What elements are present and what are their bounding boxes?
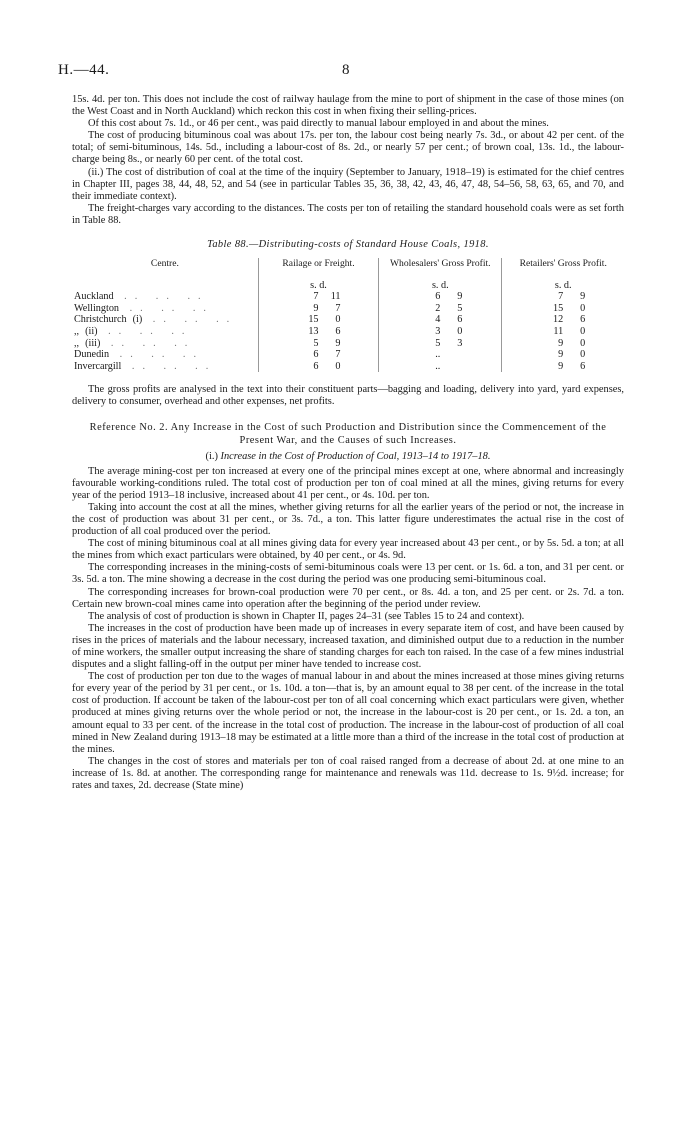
- pence-value: 6: [580, 360, 586, 372]
- centre-name: ,,: [74, 326, 80, 337]
- table-row: [72, 326, 624, 338]
- shillings-value: ..: [435, 360, 441, 372]
- pence-value: 6: [457, 314, 463, 326]
- shillings-value: 6: [435, 291, 441, 303]
- centre-name: Wellington: [74, 302, 120, 314]
- pence-value: 0: [580, 349, 586, 361]
- retail-cell: [502, 303, 624, 315]
- paragraph: The corresponding increases for brown-coal production were 70 per cent., or 8s. 4d. a ton, and 25 per cent. or 2s. 7d. a ton. Certain new brown-coal mines came into operation after the beginning of the period under review.: [72, 586, 624, 610]
- shillings-value: 7: [558, 291, 564, 303]
- centre-cell: [72, 349, 258, 361]
- wholesale-cell: [379, 291, 502, 303]
- leader-dots: .. .. ..: [100, 337, 196, 349]
- centre-cell: [72, 326, 258, 338]
- units-label: s. d.: [379, 280, 502, 292]
- subheading-title: Increase in the Cost of Production of Coal, 1913–14 to 1917–18.: [220, 450, 491, 462]
- table-row: [72, 349, 624, 361]
- paragraph: The average mining-cost per ton increased at every one of the principal mines except at one, where abnormal and increasingly favourable working-conditions ruled. The total cost of production per ton of coal mined at all the mines, giving returns for every year of the period 1913–18 inclusive, increased about 41 per cent., or 4s. 10d. per ton.: [72, 465, 624, 501]
- shillings-value: ..: [435, 349, 441, 361]
- pence-value: 7: [335, 302, 341, 314]
- reference-heading: Reference No. 2. Any Increase in the Cost of such Production and Distribution since the Commencement of the Present War, and the Causes of such Increases.: [89, 421, 607, 446]
- shillings-value: 6: [313, 349, 319, 361]
- units-label: s. d.: [258, 280, 378, 292]
- table-caption: Table 88.—Distributing-costs of Standard House Coals, 1918.: [207, 239, 489, 251]
- paragraph: Taking into account the cost at all the mines, whether giving returns for all the earlier years of the period or not, the increase in the cost of production was about 31 per cent., or 3s. 7d., a ton. This latter figure underestimates the actual rise in the cost of production of all coal produced over the period.: [72, 501, 624, 538]
- shillings-value: 3: [435, 326, 441, 337]
- centre-cell: [72, 314, 258, 326]
- shillings-value: 15: [553, 302, 564, 314]
- centre-name: Dunedin: [74, 349, 110, 361]
- pence-value: 0: [457, 326, 463, 337]
- column-header: Retailers' Gross Profit.: [502, 258, 624, 280]
- pence-value: 0: [335, 360, 341, 372]
- paragraph: The cost of producing bituminous coal was about 17s. per ton, the labour cost being nearly 7s. 3d., or about 42 per cent. of the total; of semi-bituminous, 14s. 5d., including a labour-cost of 8s. 2d., or nearly 57 per cent.; of brown coal, 13s. 1d., the labour-charge being 8s., or nearly 60 per cent. of the total cost.: [72, 130, 624, 166]
- paragraph: The corresponding increases in the mining-costs of semi-bituminous coals were 13 per cent. or 1s. 6d. a ton, and 31 per cent. or 3s. 5d. a ton. The mine showing a decrease in the cost during the period was one producing semi-bituminous coal.: [72, 562, 624, 586]
- shillings-value: 4: [435, 314, 441, 326]
- centre-name: Christchurch: [74, 314, 127, 326]
- paragraph: The analysis of cost of production is shown in Chapter II, pages 24–31 (see Tables 15 to 24 and context).: [88, 610, 525, 622]
- paragraph: The cost of mining bituminous coal at all mines giving data for every year increased about 43 per cent., or by 5s. 5d. a ton; at all the mines from which exact particulars were obtained, by 40 per cent., or 4s. 9d.: [72, 538, 624, 562]
- centre-name: ,,: [74, 337, 80, 349]
- centre-name: Invercargill: [74, 360, 122, 372]
- wholesale-cell: [379, 326, 502, 338]
- table-header-row: [72, 258, 624, 280]
- shillings-value: 5: [435, 337, 441, 349]
- reference-subheading: [72, 451, 624, 462]
- units-row: [72, 280, 624, 292]
- shillings-value: 15: [308, 314, 319, 326]
- wholesale-cell: [379, 361, 502, 373]
- pence-value: 0: [335, 314, 341, 326]
- shillings-value: 11: [553, 326, 564, 337]
- units-label: s. d.: [502, 280, 624, 292]
- retail-cell: [502, 361, 624, 373]
- paragraph: The gross profits are analysed in the text into their constituent parts—bagging and loading, delivery into yard, yard expenses, delivery to consumer, overhead and other expenses, net profits.: [72, 384, 624, 408]
- railage-cell: [258, 314, 378, 326]
- paragraph: The changes in the cost of stores and materials per ton of coal raised ranged from a decrease of about 2d. at one mine to an increase of 1s. 8d. at another. The corresponding range for maintenance and renewals was 11d. decrease to 1s. 9½d. increase; for rates and taxes, 2d. decrease (State mine): [72, 755, 624, 791]
- paragraph: Of this cost about 7s. 1d., or 46 per cent., was paid directly to manual labour employed in and about the mines.: [88, 118, 549, 130]
- pence-value: 0: [580, 302, 586, 314]
- wholesale-cell: [379, 314, 502, 326]
- leader-dots: .. .. ..: [109, 349, 205, 361]
- railage-cell: [258, 349, 378, 361]
- centre-cell: [72, 303, 258, 315]
- paragraph: 15s. 4d. per ton. This does not include the cost of railway haulage from the mine to port of shipment in the case of those mines (on the West Coast and in North Auckland) which reckon this cost in when fixing their selling-prices.: [72, 94, 624, 118]
- shillings-value: 9: [558, 360, 564, 372]
- shillings-value: 13: [308, 326, 319, 337]
- column-header: Centre.: [150, 258, 179, 270]
- pence-value: 11: [330, 291, 341, 303]
- paragraph: (ii.) The cost of distribution of coal at the time of the inquiry (September to January, 1918–19) is estimated for the chief centres in Chapter III, pages 38, 44, 48, 52, and 54 (see in particular Tables 35, 36, 38, 42, 43, 46, 47, 48, 54–56, 58, 63, 65, and 70, and their immediate context).: [72, 166, 624, 202]
- subheading-prefix: (i.): [205, 450, 218, 462]
- pence-value: 3: [457, 337, 463, 349]
- pence-value: 9: [335, 337, 341, 349]
- pence-value: 6: [335, 326, 341, 337]
- pence-value: 9: [457, 291, 463, 303]
- page-body: [72, 94, 624, 792]
- table-row: [72, 338, 624, 350]
- paragraph: The freight-charges vary according to the distances. The costs per ton of retailing the standard household coals were as set forth in Table 88.: [72, 202, 624, 226]
- pence-value: 7: [335, 349, 341, 361]
- retail-cell: [502, 326, 624, 338]
- table-row: [72, 361, 624, 373]
- leader-dots: .. .. ..: [121, 360, 217, 372]
- centre-variant: (iii): [85, 337, 101, 349]
- railage-cell: [258, 326, 378, 338]
- column-header: Railage or Freight.: [258, 258, 378, 280]
- paragraph: The cost of production per ton due to the wages of manual labour in and about the mines increased at those mines giving returns for every year of the period by 31 per cent., or 1s. 10d. a ton—that is, by an amount equal to 38 per cent. of the increase in the total cost of production. If account be taken of the labour-cost per ton of all coal concerning which exact particulars were given, whether produced at mines giving returns over the whole period or not, the increase in the labour-cost is 20 per cent., or 1s. 2d. a ton, an amount equal to 33 per cent. of the increase in the total cost of production. The increase in the labour-cost of production of all coal mined in New Zealand during 1913–18 may be estimated at a little more than a third of the increase in the total cost of production at the mines.: [72, 671, 624, 755]
- page-header: [58, 62, 624, 84]
- report-reference: H.—44.: [58, 62, 110, 78]
- shillings-value: 9: [313, 302, 319, 314]
- retail-cell: [502, 338, 624, 350]
- centre-cell: [72, 338, 258, 350]
- wholesale-cell: [379, 349, 502, 361]
- shillings-value: 7: [313, 291, 319, 303]
- shillings-value: 9: [558, 349, 564, 361]
- centre-variant: (ii): [85, 326, 98, 337]
- table-row: [72, 303, 624, 315]
- shillings-value: 9: [558, 337, 564, 349]
- centre-variant: (i): [132, 314, 143, 326]
- pence-value: 5: [457, 302, 463, 314]
- railage-cell: [258, 361, 378, 373]
- centre-name: Auckland: [74, 291, 114, 303]
- shillings-value: 2: [435, 302, 441, 314]
- leader-dots: .. .. ..: [142, 314, 238, 326]
- shillings-value: 12: [553, 314, 564, 326]
- leader-dots: .. .. ..: [113, 291, 209, 303]
- retail-cell: [502, 349, 624, 361]
- page-number: 8: [342, 62, 350, 78]
- centre-cell: [72, 291, 258, 303]
- table-row: [72, 314, 624, 326]
- pence-value: 0: [580, 337, 586, 349]
- wholesale-cell: [379, 338, 502, 350]
- centre-cell: [72, 361, 258, 373]
- paragraph: The increases in the cost of production have been made up of increases in every separate item of cost, and have been caused by rises in the prices of materials and the labour necessary, increased taxation, and diminished output due to a reduction in the number of mine workers, the smaller output increasing the share of standing charges for each ton raised. In the case of a few mines industrial disputes and a slight falling-off in the output per miner have tended to increase cost.: [72, 622, 624, 671]
- distribution-costs-table: [72, 258, 624, 372]
- table-row: [72, 291, 624, 303]
- pence-value: 9: [580, 291, 586, 303]
- leader-dots: .. .. ..: [97, 326, 193, 337]
- railage-cell: [258, 338, 378, 350]
- retail-cell: [502, 291, 624, 303]
- shillings-value: 6: [313, 360, 319, 372]
- document-page: [58, 62, 624, 792]
- pence-value: 6: [580, 314, 586, 326]
- pence-value: 0: [580, 326, 586, 337]
- retail-cell: [502, 314, 624, 326]
- railage-cell: [258, 303, 378, 315]
- wholesale-cell: [379, 303, 502, 315]
- leader-dots: .. .. ..: [119, 302, 214, 314]
- railage-cell: [258, 291, 378, 303]
- column-header: Wholesalers' Gross Profit.: [379, 258, 502, 280]
- shillings-value: 5: [313, 337, 319, 349]
